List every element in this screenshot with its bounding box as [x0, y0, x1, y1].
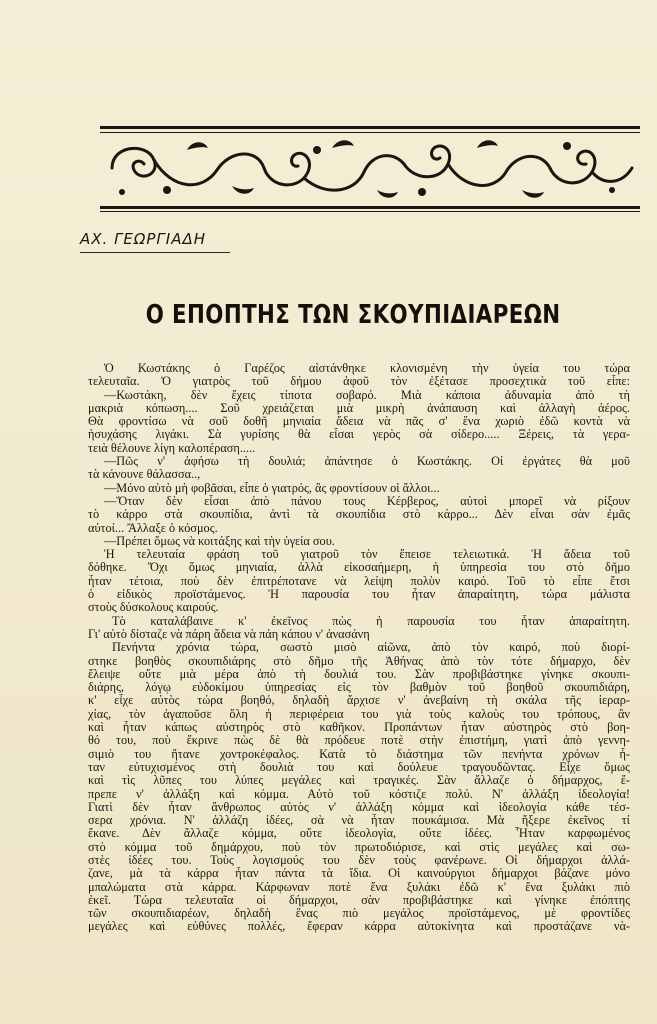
text-line: Ὁ Κωστάκης ὁ Γαρέζος αἰστάνθηκε κλονισμένη τὴν ὑγεία του τώρα — [104, 362, 630, 375]
floral-scroll-ornament-icon — [92, 120, 652, 220]
text-line: τῶν σκουπιδιαρέων, δηλαδὴ ἕνας πιὸ μεγάλος προϊστάμενος, μὲ φροντίδες — [88, 907, 630, 921]
text-line: —Πρέπει ὅμως νὰ κοιτάξης καὶ τὴν ὑγεία σου. — [104, 534, 335, 548]
text-line: —Ὅταν δὲν εἶσαι ἀπὸ πάνου τους Κέρβερος, αὐτοὶ μπορεῖ νὰ ρίξουν — [104, 494, 630, 508]
text-line: Τὸ καταλάβαινε κ' ἐκεῖνος πὼς ἡ παρουσία του ἦταν ἀπαραίτητη. — [112, 614, 630, 628]
text-line: ὁ εἰδικὸς προϊστάμενος. Ἡ παρουσία του ἦταν ἀπαραίτητη, τώρα μάλιστα — [88, 588, 630, 602]
text-line: ἦταν τέτοια, ποὺ δὲν ἐπιτρέποτανε νὰ λείψη πολὺν καιρό. Τοῦ τὸ εἶπε ἔτσι — [88, 574, 630, 588]
text-line: Πενήντα χρόνια τώρα, σωστὸ μισὸ αἰῶνα, ἀπὸ τὸν καιρό, ποὺ διορί- — [112, 641, 630, 655]
text-line: μεγάλες καὶ εὐθύνες πολλές, ἔφεραν κάρρα αὐτοκίνητα καὶ προστάζανε νὰ- — [88, 920, 630, 934]
article-body — [88, 362, 630, 947]
text-line: κ' εἶχε αὐτὸς τώρα βοηθό, δηλαδὴ ἄρχισε ν' ἀνεβαίνη τὴ σκάλα τῆς ἱεραρ- — [88, 694, 630, 708]
text-line: στὸ κόμμα τοῦ δημάρχου, ποὺ τὸν πρωτοδιόρισε, καὶ στὶς μεγάλες καὶ σω- — [88, 840, 630, 854]
text-line: τειὰ θέλουνε λίγη καλοπέραση..... — [88, 441, 256, 455]
text-line — [88, 934, 630, 947]
article-title: Ο ΕΠΟΠΤΗΣ ΤΩΝ ΣΚΟΥΠΙΔΙΑΡΕΩΝ — [145, 300, 561, 330]
text-line: στοὺς δύσκολους καιρούς. — [88, 601, 219, 615]
author-name: ΑΧ. ΓΕΩΡΓΙΑΔΗ — [80, 230, 206, 248]
text-line: ταν εὐτυχισμένος στὴ δουλιὰ του καὶ δούλευε τραγουδῶντας. Εἶχε ὅμως — [88, 760, 630, 774]
author-underline — [80, 252, 230, 253]
text-line: —Κωστάκη, δὲν ἔχεις τίποτα σοβαρό. Μιὰ κάποια ἀδυναμία ἀπὸ τὴ — [104, 388, 630, 402]
text-line: Γιατὶ δὲν ἦταν ἄνθρωπος αὐτὸς ν' ἀλλάξη κόμμα καὶ ἰδεολογία κάθε τέσ- — [88, 800, 630, 814]
text-line: διάρης, λόγῳ εὐδοκίμου ὑπηρεσίας εἰς τὸν βαθμὸν τοῦ βοηθοῦ σκουπιδιάρη, — [88, 681, 630, 695]
text-line: τελευταῖα. Ὁ γιατρὸς τοῦ δήμου ἀφοῦ τὸν ἐξέτασε προσεχτικὰ τοῦ εἶπε: — [88, 375, 630, 389]
text-line: ἡσυχάσης λιγάκι. Σὰ γυρίσης θὰ εἶσαι γερὸς σὰ σίδερο..... Ξέρεις, τὰ γερα- — [88, 428, 630, 442]
text-line: καὶ ἦταν κάπως αὐστηρὸς στὸ καθῆκον. Προπάντων ἦταν αὐστηρὸς στὸ βοη- — [88, 721, 630, 735]
text-line: δόθηκε. Ὄχι ὅμως μηνιαία, ἀλλὰ εἰκοσαήμερη, ἡ ὑπηρεσία του στὸ δῆμο — [88, 561, 630, 575]
text-line: χίας, τὸν ἀγαποῦσε ὅλη ἡ περιφέρεια του γιὰ τοὺς καλοὺς του τρόπους, ἂν — [88, 707, 630, 721]
text-line: θό του, ποὺ ἔκρινε πὼς δὲ θὰ πρόδευε ποτὲ στὴν ἐπιστήμη, γιατὶ ἀπὸ γεννη- — [88, 734, 630, 748]
text-line: καὶ τὶς λῦπες του λύπες μεγάλες καὶ τραγικές. Σὰν ἄλλαζε ὁ δήμαρχος, ἔ- — [88, 774, 630, 788]
text-line: μπαλώματα στὰ κάρρα. Κάρφωναν ποτὲ ἕνα ξυλάκι ἐδῶ κ' ἕνα ξυλάκι πιὸ — [88, 880, 630, 894]
text-line: Ἡ τελευταία φράση τοῦ γιατροῦ τὸν ἔπεισε τελειωτικά. Ἡ ἄδεια τοῦ — [104, 548, 630, 562]
text-line: ζανε, μὰ τὰ κάρρα ἦταν πάντα τὰ ἴδια. Οἱ καινούργιοι δήμαρχοι βάζανε μόνο — [88, 867, 630, 881]
text-line: αὐτοί... Ἄλλαξε ὁ κόσμος. — [88, 521, 218, 535]
text-line: σερα χρόνια. Ν' ἀλλάζη ἰδέες, σὰ νὰ ἦταν πουκάμισα. Μὰ ἤξερε ἐκεῖνος τί — [88, 814, 630, 828]
text-line: Γι' αὐτὸ δίσταζε νὰ πάρη ἄδεια νὰ πάη κάπου ν' ἀνασάνη — [88, 627, 370, 641]
text-line: τὰ κάνουνε θάλασσα.., — [88, 468, 201, 482]
text-line: ἔλειψε οὔτε μιὰ μέρα ἀπὸ τὴ δουλιά του. Σὰν προβιβάστηκε γίνηκε σκουπι- — [88, 667, 630, 681]
text-line: —Πῶς ν' ἀφήσω τὴ δουλιά; ἀπάντησε ὁ Κωστάκης. Οἱ ἐργάτες θὰ μοῦ — [104, 455, 630, 469]
text-line: Θὰ φροντίσω νὰ σοῦ δοθῆ μηνιαία ἄδεια νὰ πᾶς σ' ἕνα χωριὸ ἐδῶ κοντὰ νὰ — [88, 415, 630, 429]
text-line: τὸ κάρρο στὰ σκουπίδια, ἀντὶ τὰ σκουπίδια στὸ κάρρο... Δὲν εἶναι σὰν ἐμᾶς — [88, 508, 630, 522]
text-line: μακριὰ κόπωση.... Σοῦ χρειάζεται μιὰ μικρὴ ἀνάπαυση καὶ ἀλλαγὴ ἀέρος. — [88, 401, 630, 415]
text-line: ἐκεῖ. Τώρα τελευταῖα οἱ δήμαρχοι, σὰν προβιβάστηκε καὶ γίνηκε ἐπόπτης — [88, 893, 630, 907]
text-line: ἔκανε. Δὲν ἄλλαζε κόμμα, οὔτε ἰδεολογία, οὔτε ἰδέες. Ἦταν καρφωμένος — [88, 827, 630, 841]
text-line: πρεπε ν' ἀλλάξη καὶ κόμμα. Αὐτὸ τοῦ κόστιζε πολύ. Ν' ἀλλάξη ἰδεολογία! — [88, 787, 630, 801]
text-line: σιμιὸ του ἤτανε χοντροκέφαλος. Κατὰ τὸ διάστημα τῶν πενήντα χρόνων ἦ- — [88, 747, 630, 761]
text-line: στὲς ἰδέες του. Τοὺς λογισμούς του δὲν τοὺς φανέρωνε. Οἱ δήμαρχοι ἀλλά- — [88, 853, 630, 867]
text-line: στηκε βοηθὸς σκουπιδιάρης στὸ δῆμο τῆς Ἀθήνας ἀπὸ τὸν τότε δήμαρχο, δὲν — [88, 654, 630, 668]
text-line: —Μόνο αὐτὸ μὴ φοβᾶσαι, εἶπε ὁ γιατρός, ἂς φροντίσουν οἱ ἄλλοι... — [104, 481, 440, 495]
